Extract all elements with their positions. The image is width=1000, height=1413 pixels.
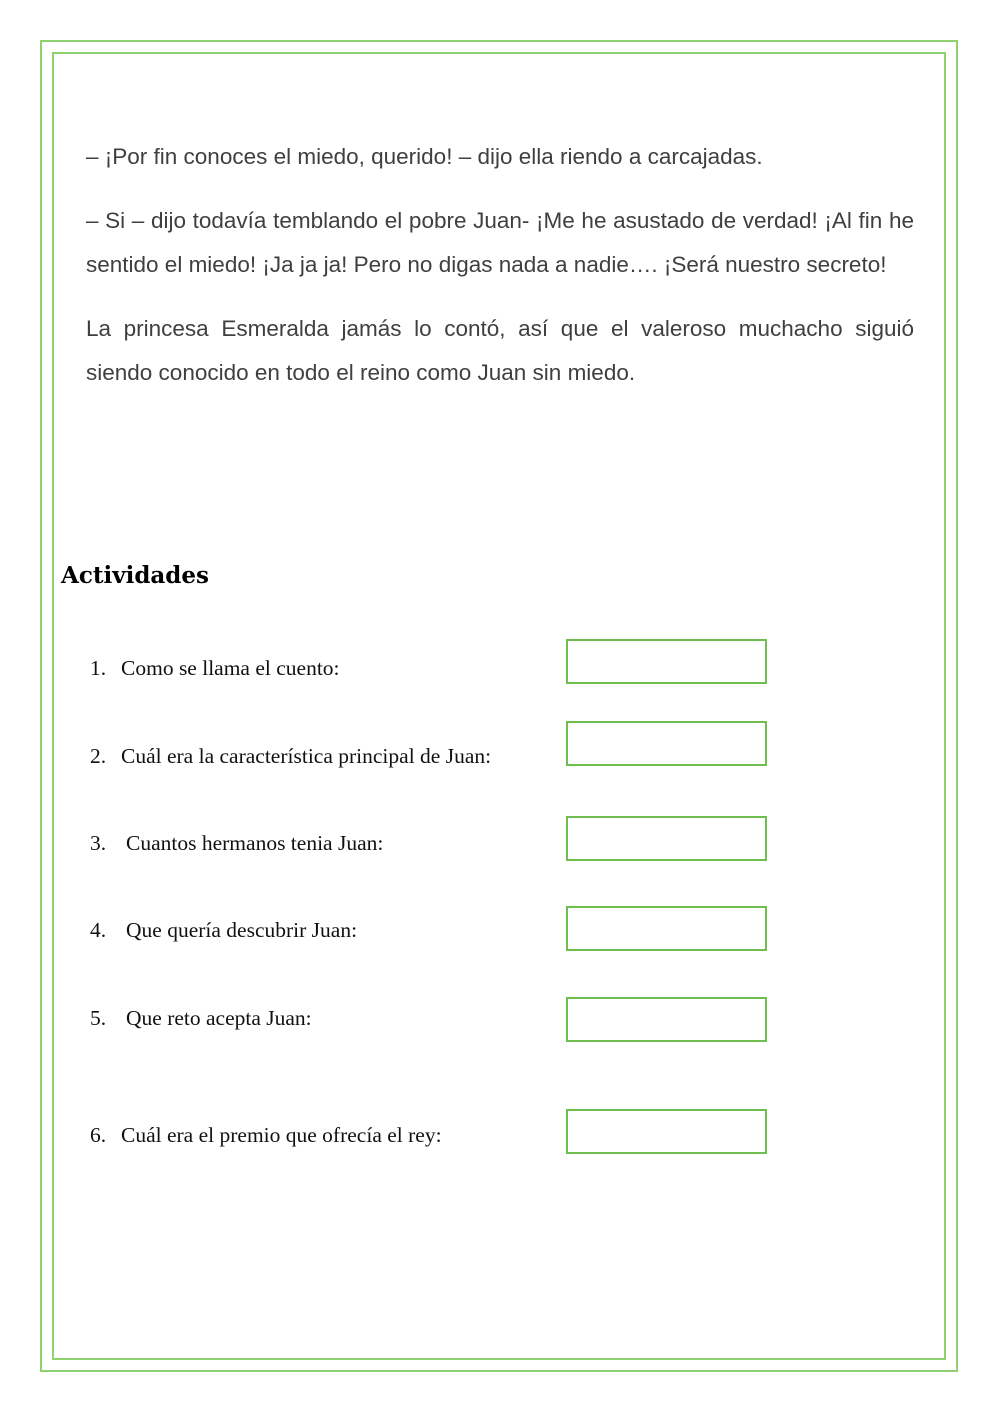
question-4 bbox=[90, 918, 357, 943]
question-6-text: Cuál era el premio que ofrecía el rey: bbox=[121, 1123, 442, 1147]
question-6 bbox=[90, 1123, 442, 1148]
story-text bbox=[86, 135, 914, 415]
question-2-text: Cuál era la característica principal de Juan: bbox=[121, 744, 492, 768]
question-3 bbox=[90, 831, 383, 856]
question-2 bbox=[90, 744, 491, 769]
story-paragraph-1: – ¡Por fin conoces el miedo, querido! – dijo ella riendo a carcajadas. bbox=[86, 144, 763, 169]
answer-box-4[interactable] bbox=[566, 906, 767, 951]
question-1-number: 1. bbox=[90, 656, 107, 680]
question-6-number: 6. bbox=[90, 1123, 107, 1147]
question-3-number: 3. bbox=[90, 831, 107, 855]
answer-box-5[interactable] bbox=[566, 997, 767, 1042]
answer-box-1[interactable] bbox=[566, 639, 767, 684]
question-1-text: Como se llama el cuento: bbox=[121, 656, 340, 680]
question-5-text: Que reto acepta Juan: bbox=[126, 1006, 312, 1030]
question-3-text: Cuantos hermanos tenia Juan: bbox=[126, 831, 384, 855]
question-4-text: Que quería descubrir Juan: bbox=[126, 918, 358, 942]
answer-box-2[interactable] bbox=[566, 721, 767, 766]
activities-heading: Actividades bbox=[61, 562, 209, 589]
answer-box-3[interactable] bbox=[566, 816, 767, 861]
question-1 bbox=[90, 656, 340, 681]
story-paragraph-3: La princesa Esmeralda jamás lo contó, así que el valeroso muchacho siguió siendo conocido en todo el reino como Juan sin miedo. bbox=[86, 316, 914, 385]
answer-box-6[interactable] bbox=[566, 1109, 767, 1154]
story-paragraph-2: – Si – dijo todavía temblando el pobre Juan- ¡Me he asustado de verdad! ¡Al fin he sentido el miedo! ¡Ja ja ja! Pero no digas nada a nadie…. ¡Será nuestro secreto! bbox=[86, 208, 914, 277]
question-5-number: 5. bbox=[90, 1006, 107, 1030]
question-5 bbox=[90, 1006, 312, 1031]
question-2-number: 2. bbox=[90, 744, 107, 768]
question-4-number: 4. bbox=[90, 918, 107, 942]
